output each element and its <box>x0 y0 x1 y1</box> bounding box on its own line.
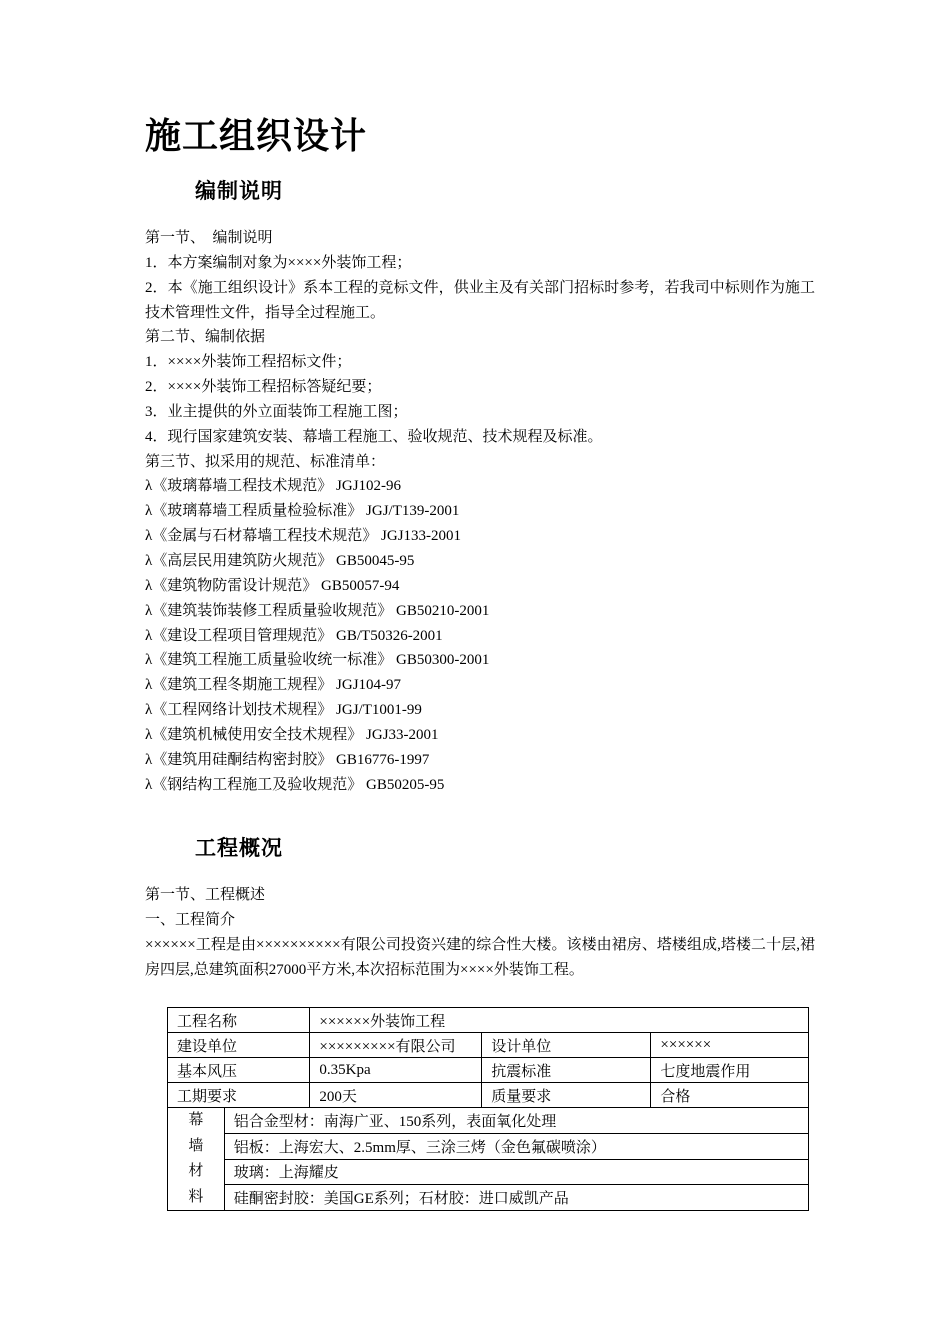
standard-item: λ《建筑机械使用安全技术规程》 JGJ33-2001 <box>145 726 439 743</box>
table-row <box>168 1083 809 1108</box>
standard-item: λ《高层民用建筑防火规范》 GB50045-95 <box>145 552 415 569</box>
table-cell: 质量要求 <box>482 1083 651 1108</box>
table-cell: 建设单位 <box>168 1033 310 1058</box>
standard-item: λ《钢结构工程施工及验收规范》 GB50205-95 <box>145 776 445 793</box>
materials-label-char: 墙 <box>188 1137 204 1154</box>
table-cell: 0.35Kpa <box>310 1058 482 1083</box>
materials-label-cell <box>168 1108 225 1211</box>
table-cell: 设计单位 <box>482 1033 651 1058</box>
table-cell: 200天 <box>310 1083 482 1108</box>
standard-item: λ《建筑工程冬期施工规程》 JGJ104-97 <box>145 677 402 694</box>
standard-item: λ《金属与石材幕墙工程技术规范》 JGJ133-2001 <box>145 528 462 545</box>
text-line: 1．××××外装饰工程招标文件； <box>145 354 352 371</box>
table-cell: 工程名称 <box>168 1008 310 1033</box>
text-line: 第三节、拟采用的规范、标准清单： <box>145 453 386 470</box>
standard-item: λ《建筑用硅酮结构密封胶》 GB16776-1997 <box>145 751 430 768</box>
standard-item: λ《建筑装饰装修工程质量验收规范》 GB50210-2001 <box>145 602 490 619</box>
section-heading-compilation: 编制说明 <box>195 179 283 203</box>
table-row <box>168 1133 809 1159</box>
text-line: 第一节、工程概述 <box>145 887 266 903</box>
text-line: 一、工程简介 <box>145 911 236 928</box>
table-cell: ×××××××××有限公司 <box>310 1033 482 1058</box>
table-row <box>168 1159 809 1185</box>
materials-label-char: 幕 <box>188 1112 204 1128</box>
table-cell: 抗震标准 <box>482 1058 651 1083</box>
table-cell: 硅酮密封胶：美国GE系列；石材胶：进口威凯产品 <box>224 1185 808 1211</box>
table-row <box>168 1185 809 1211</box>
text-line: 1．本方案编制对象为××××外装饰工程； <box>145 254 412 271</box>
table-cell: 铝合金型材：南海广亚、150系列，表面氧化处理 <box>224 1108 808 1134</box>
table-cell: ××××××外装饰工程 <box>310 1008 809 1033</box>
overview-content <box>145 883 815 982</box>
table-cell: ×××××× <box>651 1033 809 1058</box>
materials-label-char: 料 <box>188 1188 204 1205</box>
table-cell: 工期要求 <box>168 1083 310 1108</box>
text-line: ××××××工程是由××××××××××有限公司投资兴建的综合性大楼。该楼由裙房、塔楼组成,塔楼二十层,裙房四层,总建筑面积27000平方米,本次招标范围为××××外装饰工程。 <box>145 936 815 978</box>
standard-item: λ《建筑工程施工质量验收统一标准》 GB50300-2001 <box>145 652 490 669</box>
section-heading-overview: 工程概况 <box>195 836 283 860</box>
text-line: 第二节、编制依据 <box>145 329 266 346</box>
text-line: 3．业主提供的外立面装饰工程施工图； <box>145 403 408 420</box>
text-line: 第一节、 编制说明 <box>145 230 273 246</box>
standard-item: λ《工程网络计划技术规程》 JGJ/T1001-99 <box>145 702 422 719</box>
standard-item: λ《玻璃幕墙工程质量检验标准》 JGJ/T139-2001 <box>145 503 460 520</box>
table-cell: 合格 <box>651 1083 809 1108</box>
text-line: 2．××××外装饰工程招标答疑纪要； <box>145 379 382 396</box>
table-row <box>168 1033 809 1058</box>
standard-item: λ《建筑物防雷设计规范》 GB50057-94 <box>145 577 400 594</box>
compilation-content <box>145 226 815 797</box>
table-cell: 七度地震作用 <box>651 1058 809 1083</box>
table-row <box>168 1058 809 1083</box>
standard-item: λ《玻璃幕墙工程技术规范》 JGJ102-96 <box>145 478 402 495</box>
table-cell: 铝板：上海宏大、2.5mm厚、三涂三烤（金色氟碳喷涂） <box>224 1133 808 1159</box>
table-cell: 玻璃：上海耀皮 <box>224 1159 808 1185</box>
table-row <box>168 1008 809 1033</box>
table-cell: 基本风压 <box>168 1058 310 1083</box>
text-line: 4．现行国家建筑安装、幕墙工程施工、验收规范、技术规程及标准。 <box>145 428 603 445</box>
document-title: 施工组织设计 <box>145 116 368 157</box>
standard-item: λ《建设工程项目管理规范》 GB/T50326-2001 <box>145 627 443 644</box>
project-info-table <box>167 1007 809 1211</box>
table-row <box>168 1108 809 1134</box>
text-line: 2．本《施工组织设计》系本工程的竞标文件，供业主及有关部门招标时参考，若我司中标则作为施工技术管理性文件，指导全过程施工。 <box>145 279 815 321</box>
materials-label-char: 材 <box>188 1163 204 1179</box>
